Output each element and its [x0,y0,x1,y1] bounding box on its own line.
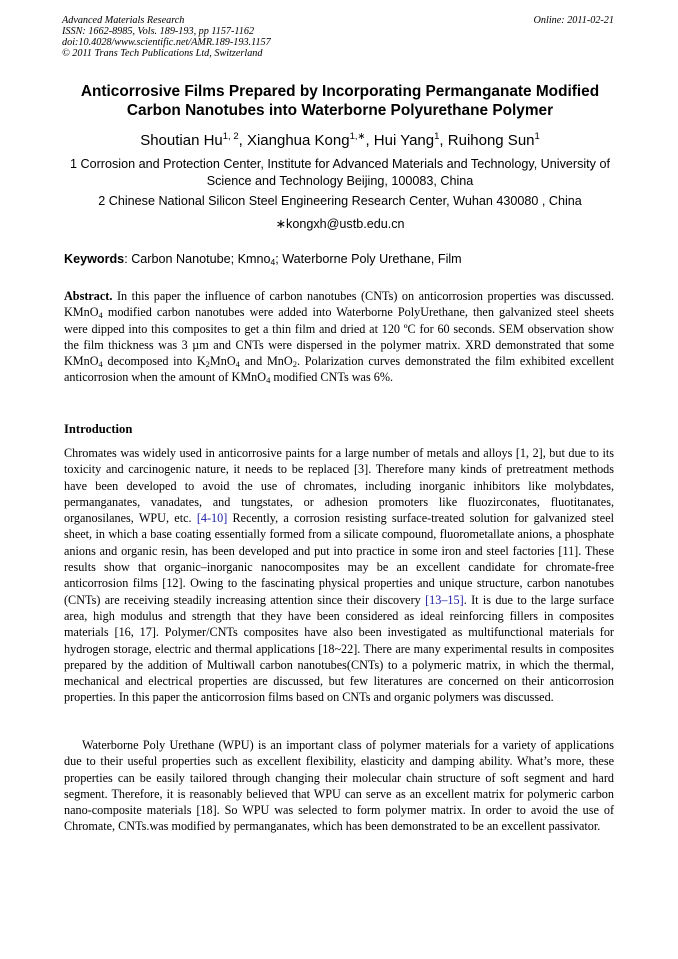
section-heading-introduction: Introduction [64,422,133,436]
author-list [40,131,640,150]
abstract-text: modified CNTs was 6%. [270,370,394,385]
doi-line: doi:10.4028/www.scientific.net/AMR.189-193.1157 [62,37,271,48]
introduction-paragraph-1 [64,445,614,706]
keywords-label: Keywords [64,252,125,266]
journal-header [62,15,614,59]
journal-name: Advanced Materials Research [62,15,185,26]
paragraph-text: . It is due to the large surface area, high modulus and strength that they have been considered as ideal reinforcing fillers in composites materials [16, 17]. Polymer/CNTs composites have also been investigated as multifunctional materials for hydrogen storage, electric and thermal applications [18~22]. There are many experimental results in composites prepared by the addition of Multiwall carbon nanotubes(CNTs) to a polymeric matrix, in which the thermal, mechanical and electrical properties are discussed, but few literatures are concerned on their anticorrosion properties. In this paper the anticorrosion films based on CNTs and organic polymers was discussed. [64,592,614,705]
paragraph-text: Chromates was widely used in anticorrosive paints for a large number of metals and alloys [1, 2], but due to its toxicity and carcinogenic nature, it needs to be replaced [3]. Therefore many kinds of pretreatment methods have been developed to avoid the use of chromates, including inorganic inhibitors like molybdates, permanganates, vanadates, and tungstates, or adhesion promoters like fluozirconates, fluotitanates, organosilanes, WPU, etc. [64,446,614,526]
author-name: Hui Yang [373,132,435,149]
corresponding-email[interactable]: ∗kongxh@ustb.edu.cn [275,217,405,231]
subscript: 4 [270,257,276,267]
subscript: 4 [235,359,240,370]
author-affiliation-mark: 1, 2 [222,131,239,142]
subscript: 4 [98,310,103,321]
abstract-text: . Polarization curves demonstrated the film exhibited excellent anticorrosion when the amount of KMnO [64,354,614,385]
title-line-1: Anticorrosive Films Prepared by Incorporating Permanganate Modified [80,83,600,100]
subscript: 2 [292,359,297,370]
keywords-line [64,251,624,268]
author-name: Ruihong Sun [447,132,535,149]
author-name: Xianghua Kong [246,132,350,149]
abstract [64,288,614,386]
paragraph-text: Recently, a corrosion resisting surface-treated solution for galvanized steel sheet, in which a base coating essentially formed from a silicate compound, fluorometallate anions, a phosphate anions and organic resin, has been developed and put into practice in some iron and steel factories [11]. These results show that organic–inorganic nanocomposites may be an excellent candidate for chromate-free anticorrosion films [12]. Owing to the fascinating physical properties and unique structure, carbon nanotubes (CNTs) are receiving steadily increasing attention since their discovery [64,511,614,607]
subscript: 4 [98,359,103,370]
abstract-text: In this paper the influence of carbon nanotubes (CNTs) on anticorrosion properties was discussed. KMnO [64,289,614,320]
affiliation-1: 1 Corrosion and Protection Center, Institute for Advanced Materials and Technology, University of Science and Technology Beijing, 100083, China [70,157,610,188]
copyright-line: © 2011 Trans Tech Publications Ltd, Switzerland [62,48,263,59]
paper-title [40,82,640,120]
affiliation-2: 2 Chinese National Silicon Steel Engineering Research Center, Wuhan 430080 , China [98,194,582,208]
author-affiliation-mark: 1 [434,131,440,142]
author-separator: , [238,132,247,149]
author-name: Shoutian Hu [140,132,223,149]
online-date: Online: 2011-02-21 [533,15,614,26]
author-affiliation-mark: 1,∗ [349,131,366,142]
author-separator: , [365,132,374,149]
abstract-text: and MnO [239,354,293,369]
abstract-text: decomposed into K [102,354,206,369]
abstract-label: Abstract. [64,289,113,303]
issn-line: ISSN: 1662-8985, Vols. 189-193, pp 1157-1162 [62,26,255,37]
subscript: 2 [205,359,210,370]
author-affiliation-mark: 1 [534,131,540,142]
abstract-text: MnO [209,354,236,369]
author-separator: , [439,132,448,149]
keywords-text: : Carbon Nanotube; Kmno [124,252,271,266]
title-line-2: Carbon Nanotubes into Waterborne Polyurethane Polymer [126,102,554,119]
keywords-text: ; Waterborne Poly Urethane, Film [275,252,462,266]
introduction-paragraph-2: Waterborne Poly Urethane (WPU) is an important class of polymer materials for a variety of applications due to their useful properties such as excellent flexibility, elasticity and damping ability. What’s more, these properties can be easily tailored through changing their molecular chain structure of soft segment and hard segment. Therefore, it is reasonably believed that WPU can serve as an excellent matrix for polymeric carbon nano-composite materials [18]. So WPU was selected to form polymer matrix. In order to avoid the use of Chromate, CNTs.was modified by permanganates, which has been demonstrated to be an excellent passivator. [64,738,614,834]
abstract-text: modified carbon nanotubes were added into Waterborne PolyUrethane, then galvanized steel sheets were dipped into this composites to get a thin film and dried at 120 ºC for 60 seconds. SEM observation show the film thickness was 3 µm and CNTs were dispersed in the polymer matrix. XRD demonstrated that some KMnO [64,305,614,369]
citation-link[interactable]: [13–15] [425,592,464,607]
citation-link[interactable]: [4-10] [196,511,228,526]
subscript: 4 [266,375,271,386]
